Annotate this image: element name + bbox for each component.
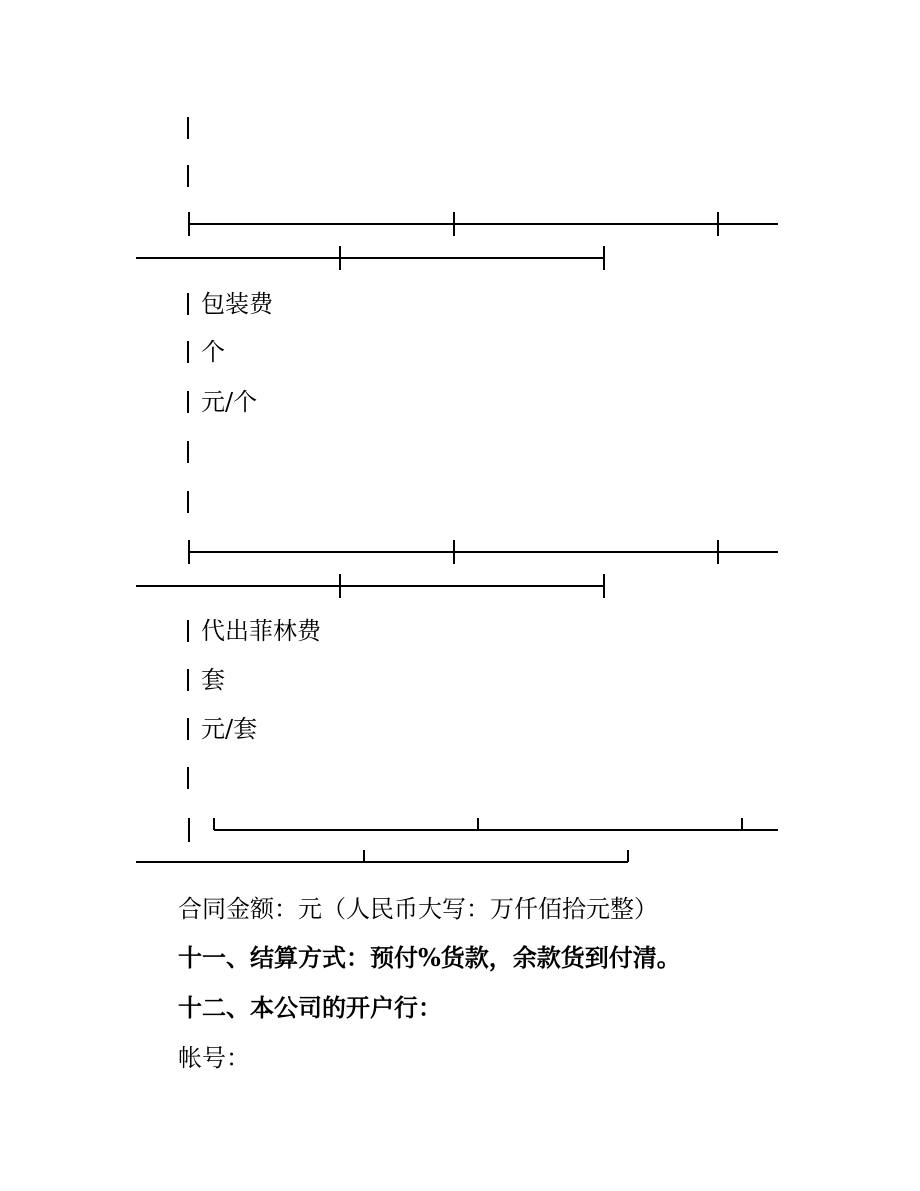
table-cell-price-unit	[187, 387, 257, 417]
table-cell-item	[187, 616, 321, 646]
table-bottom-border	[0, 812, 920, 872]
table-cell-unit	[187, 665, 225, 695]
film-unit-label: 套	[201, 666, 225, 694]
packaging-item-label: 包装费	[201, 290, 273, 318]
table-cell-empty	[187, 763, 201, 793]
film-price-unit-label: 元/套	[201, 715, 258, 743]
table-cell-item	[187, 289, 273, 319]
table-cell-price-unit	[187, 714, 257, 744]
table-row-separator	[0, 538, 920, 598]
table-cell-empty	[187, 161, 201, 191]
packaging-unit-label: 个	[201, 338, 225, 366]
table-cell-unit	[187, 337, 225, 367]
packaging-price-unit-label: 元/个	[201, 388, 258, 416]
table-row-separator	[0, 210, 920, 270]
table-cell-empty	[187, 487, 201, 517]
table-cell-empty	[187, 113, 201, 143]
clause-12-bank: 十二、本公司的开户行：	[178, 993, 442, 1022]
clause-11-settlement: 十一、结算方式：预付%货款，余款货到付清。	[178, 943, 681, 972]
table-cell-empty	[187, 437, 201, 467]
account-number-label: 帐号：	[178, 1044, 250, 1072]
film-item-label: 代出菲林费	[201, 617, 321, 645]
contract-amount-text: 合同金额：元（人民币大写：万仟佰拾元整）	[178, 895, 658, 923]
